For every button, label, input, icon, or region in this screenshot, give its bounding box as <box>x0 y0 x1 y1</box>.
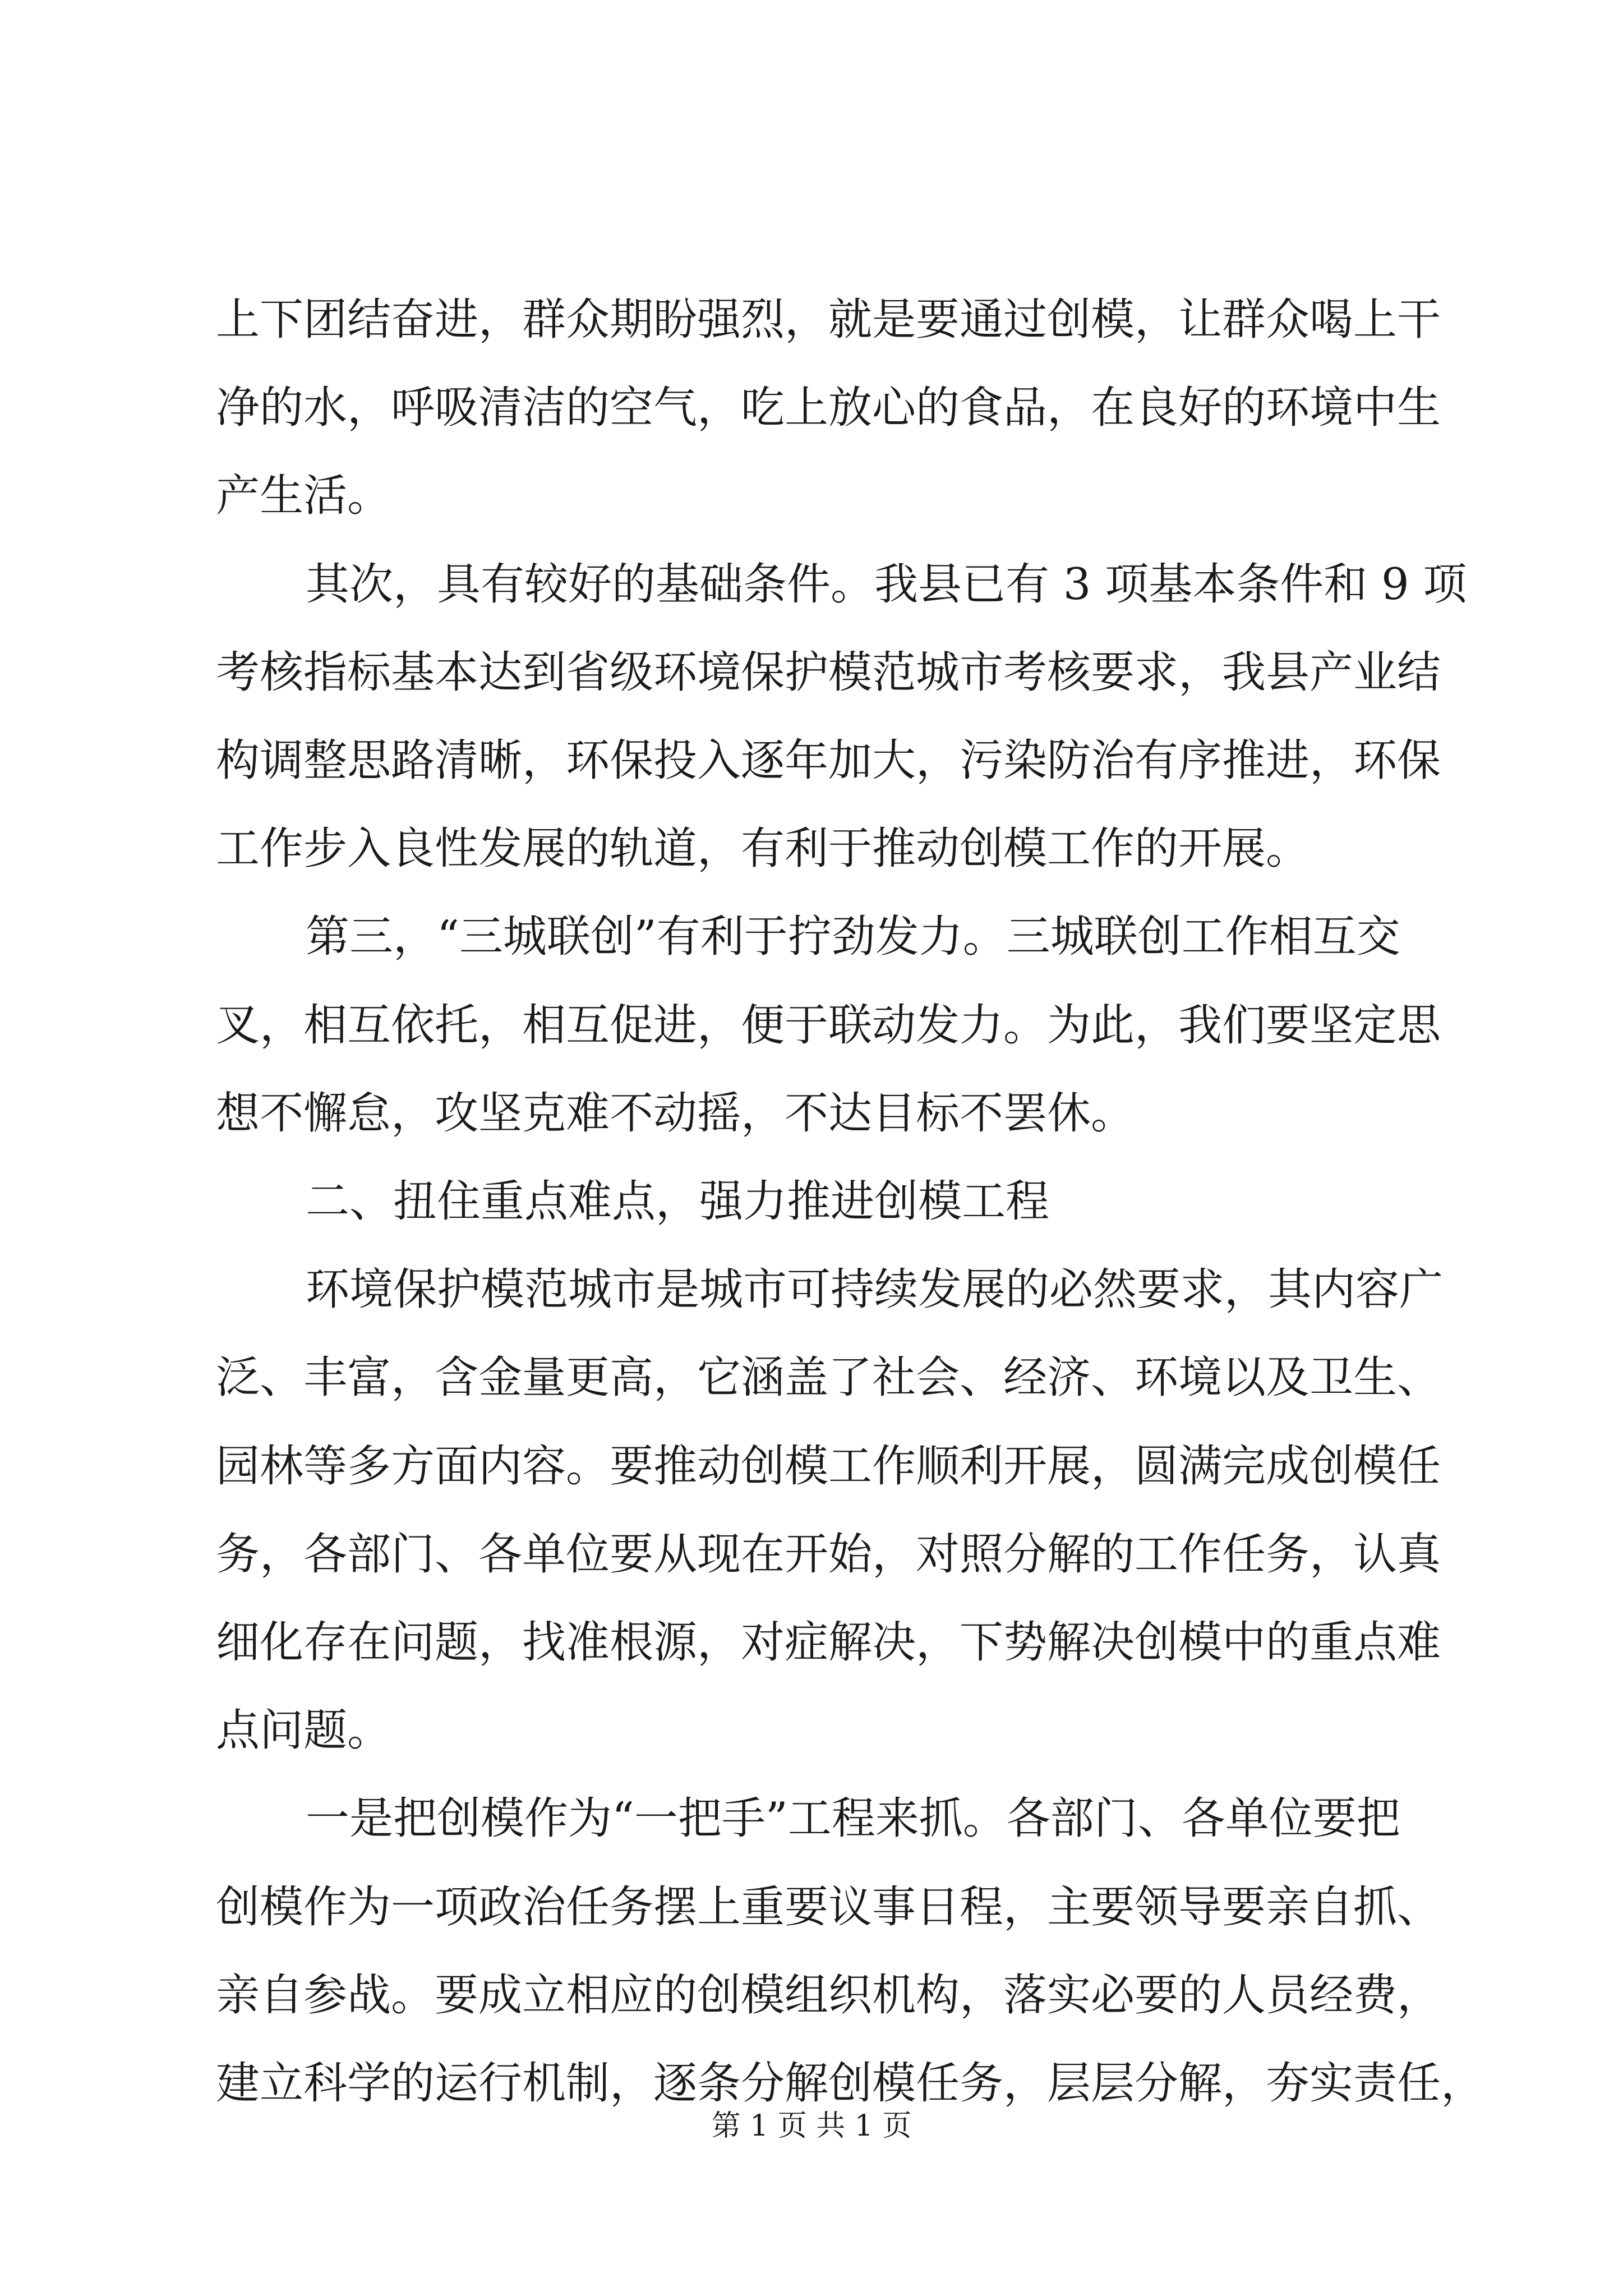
section-heading: 二、扭住重点难点，强力推进创模工程 <box>306 1176 1050 1227</box>
text-line: 上下团结奋进，群众期盼强烈，就是要通过创模，让群众喝上干 <box>216 295 1441 345</box>
text-line: 园林等多方面内容。要推动创模工作顺利开展，圆满完成创模任 <box>216 1441 1441 1492</box>
text-line: 亲自参战。要成立相应的创模组织机构，落实必要的人员经费， <box>216 1970 1441 2021</box>
text-line: 工作步入良性发展的轨道，有利于推动创模工作的开展。 <box>216 823 1310 874</box>
paragraph-first-line: 其次，具有较好的基础条件。我县已有 3 项基本条件和 9 项 <box>306 559 1467 610</box>
text-line: 净的水，呼吸清洁的空气，吃上放心的食品，在良好的环境中生 <box>216 383 1441 433</box>
text-line: 叉，相互依托，相互促进，便于联动发力。为此，我们要坚定思 <box>216 1000 1441 1051</box>
text-line: 产生活。 <box>216 471 391 521</box>
text-line: 细化存在问题，找准根源，对症解决，下势解决创模中的重点难 <box>216 1617 1441 1668</box>
paragraph-first-line: 一是把创模作为“一把手”工程来抓。各部门、各单位要把 <box>306 1793 1400 1844</box>
text-line: 构调整思路清晰，环保投入逐年加大，污染防治有序推进，环保 <box>216 735 1441 786</box>
paragraph-first-line: 环境保护模范城市是城市可持续发展的必然要求，其内容广 <box>306 1264 1444 1315</box>
text-line: 泛、丰富，含金量更高，它涵盖了社会、经济、环境以及卫生、 <box>216 1352 1441 1403</box>
page-number-footer: 第 1 页 共 1 页 <box>711 2109 912 2143</box>
text-line: 点问题。 <box>216 1705 391 1756</box>
text-line: 建立科学的运行机制，逐条分解创模任务，层层分解，夯实责任， <box>216 2058 1485 2109</box>
text-line: 创模作为一项政治任务摆上重要议事日程，主要领导要亲自抓、 <box>216 1882 1441 1932</box>
text-line: 考核指标基本达到省级环境保护模范城市考核要求，我县产业结 <box>216 647 1441 698</box>
text-line: 务，各部门、各单位要从现在开始，对照分解的工作任务，认真 <box>216 1529 1441 1580</box>
paragraph-first-line: 第三，“三城联创”有利于拧劲发力。三城联创工作相互交 <box>306 912 1400 962</box>
text-line: 想不懈怠，攻坚克难不动摇，不达目标不罢休。 <box>216 1088 1135 1139</box>
